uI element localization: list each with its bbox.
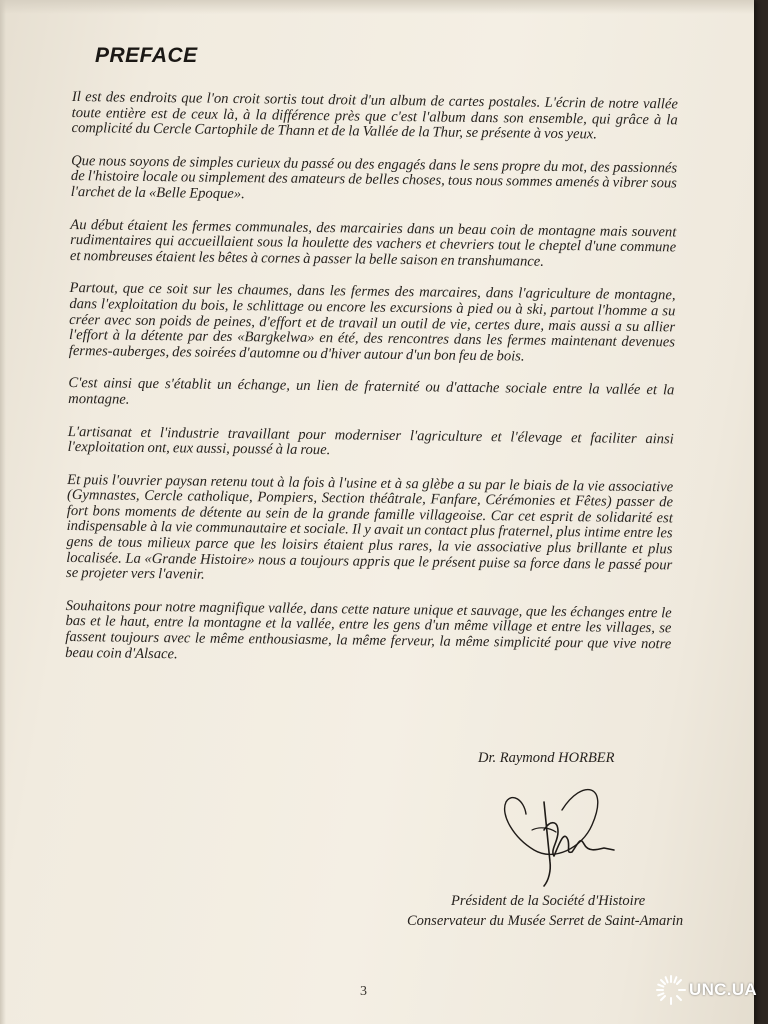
paragraph-4: Partout, que ce soit sur les chaumes, dans les fermes des marcaires, dans l'agriculture de montagne, dans l'exploitation du bois, le schlittage ou encore les excursions à pied ou à ski, partout l'homme a su créer avec son poids de peines, d'effort et de travail un outil de vie, certes dure, mais aussi a su allier l'effort à la détente par des «Bargkelwa» en été, des rencontres dans les fermes maintenant devenues fermes-auberges, des soirées d'automne ou d'hiver autour d'un bon feu de bois. <box>68 280 676 365</box>
paragraph-3: Au début étaient les fermes communales, des marcairies dans un beau coin de montagne mais souvent rudimentaires qui accueillaient sous la houlette des vachers et chevriers tout le cheptel d'une commune et nombreuses étaient les bêtes à cornes à passer la belle saison en transhumance. <box>69 216 677 270</box>
paragraph-5: C'est ainsi que s'établit un échange, un lien de fraternité ou d'attache sociale entre la vallée et la montagne. <box>68 375 675 408</box>
signer-title-museum: Conservateur du Musée Serret de Saint-Amarin <box>407 913 684 929</box>
paragraph-6: L'artisanat et l'industrie travaillant pour moderniser l'agriculture et l'élevage et faciliter ainsi l'exploitation ont, eux aussi, poussé à la roue. <box>67 423 674 459</box>
watermark-text: UNC.UA <box>689 980 757 999</box>
paragraph-8: Souhaitons pour notre magnifique vallée, dans cette nature unique et sauvage, que les échanges entre le bas et le haut, entre la montagne et la vallée, entre les gens d'un même village et entre les villages, se fassent toujours avec le même enthousiasme, la même ferveur, la même simplicité pour que vive notre beau coin d'Alsace. <box>65 597 672 662</box>
paragraph-1: Il est des endroits que l'on croit sortis tout droit d'un album de cartes postales. L'écrin de notre vallée toute entière est de ceux là, à la différence près que c'est l'album dans son ensemble, qui grâce à la complicité du Cercle Cartophile de Thann et de la Vallée de la Thur, se présente à vos yeux. <box>71 89 678 143</box>
preface-body <box>65 90 678 686</box>
handwritten-signature <box>492 770 622 895</box>
sunburst-icon <box>655 974 687 1006</box>
signer-name: Dr. Raymond HORBER <box>478 750 615 766</box>
signer-title-society: Président de la Société d'Histoire <box>451 893 646 909</box>
page-number: 3 <box>360 984 367 999</box>
watermark <box>655 966 760 1014</box>
page-binding-edge <box>0 0 6 1024</box>
paragraph-7: Et puis l'ouvrier paysan retenu tout à la fois à l'usine et à sa glèbe a su par le biais de la vie associative (Gymnastes, Cercle catholique, Pompiers, Section théâtrale, Fanfare, Cérémonies et Fêtes) passer de fort bons moments de détente au sein de la grande famille villageoise. Car cet esprit de solidarité est indispensable à la vie communautaire et sociale. Il y avait un contact plus fraternel, plus intime entre les gens de tous milieux parce que les loisirs étaient plus rares, la vie associative plus brillante et plus localisée. La «Grande Histoire» nous a toujours appris que le présent puise sa force dans le passé pour se projeter vers l'avenir. <box>65 471 674 583</box>
paragraph-2: Que nous soyons de simples curieux du passé ou des engagés dans le sens propre du mot, des passionnés de l'histoire locale ou simplement des amateurs de belles choses, tous nous sommes amenés à vibrer sous l'archet de la «Belle Epoque». <box>70 152 678 203</box>
page-top-shadow <box>0 0 754 14</box>
page-heading: PREFACE <box>95 44 198 67</box>
